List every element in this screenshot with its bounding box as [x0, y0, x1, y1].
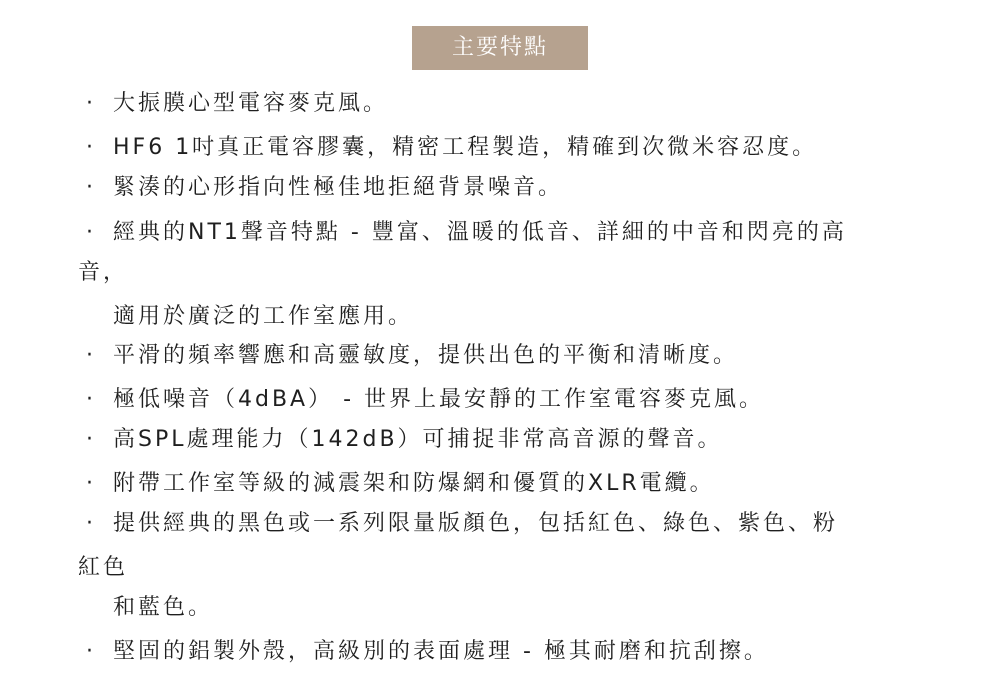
bullet: · [86, 343, 96, 368]
bullet: · [86, 175, 96, 200]
features-title: 主要特點 [412, 26, 588, 70]
feature-text: 提供經典的黑色或一系列限量版顏色，包括紅色、綠色、紫色、粉 [113, 511, 839, 536]
feature-text: 附帶工作室等級的減震架和防爆網和優質的XLR電纜。 [113, 471, 715, 496]
feature-text-continuation: 和藍色。 [113, 595, 214, 620]
bullet: · [86, 427, 96, 452]
feature-text: 高SPL處理能力（142dB）可捕捉非常高音源的聲音。 [113, 427, 723, 452]
feature-text: 大振膜心型電容麥克風。 [113, 91, 389, 116]
bullet: · [86, 220, 96, 245]
feature-text: 堅固的鋁製外殼，高級別的表面處理 - 極其耐磨和抗刮擦。 [113, 639, 769, 664]
bullet: · [86, 511, 96, 536]
feature-text: HF6 1吋真正電容膠囊，精密工程製造，精確到次微米容忍度。 [113, 135, 818, 160]
bullet: · [86, 471, 96, 496]
feature-text: 平滑的頻率響應和高靈敏度，提供出色的平衡和清晰度。 [113, 343, 739, 368]
feature-text-continuation: 紅色 [78, 555, 129, 580]
feature-text: 經典的NT1聲音特點 - 豐富、溫暖的低音、詳細的中音和閃亮的高 [113, 220, 847, 245]
feature-text: 極低噪音（4dBA） - 世界上最安靜的工作室電容麥克風。 [113, 387, 765, 412]
feature-text-continuation: 適用於廣泛的工作室應用。 [113, 304, 414, 329]
bullet: · [86, 387, 96, 412]
bullet: · [86, 639, 96, 664]
feature-text-continuation: 音， [78, 260, 129, 285]
bullet: · [86, 91, 96, 116]
feature-text: 緊湊的心形指向性極佳地拒絕背景噪音。 [113, 175, 564, 200]
bullet: · [86, 135, 96, 160]
